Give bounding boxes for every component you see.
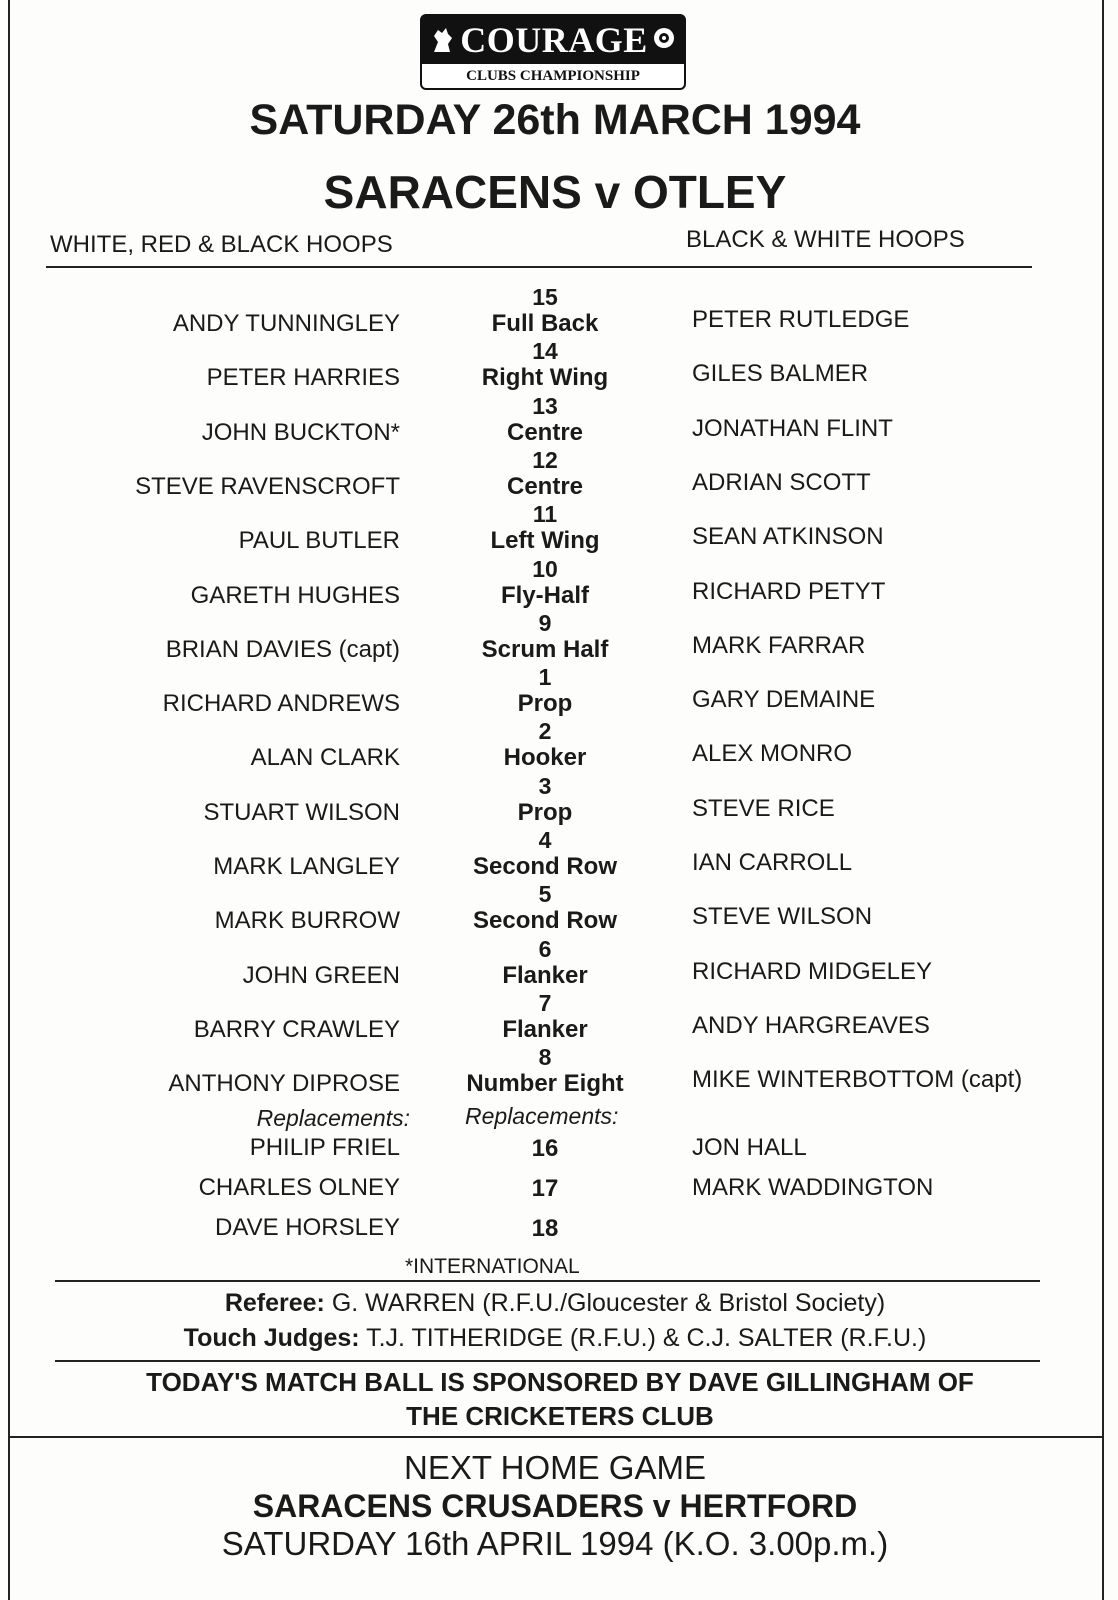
home-colours: WHITE, RED & BLACK HOOPS — [50, 231, 393, 258]
home-player: JOHN GREEN — [242, 961, 400, 989]
lineup-row — [0, 447, 1110, 501]
lineup-row — [0, 881, 1110, 935]
position-name: Flanker — [502, 1015, 588, 1043]
courage-logo — [420, 14, 686, 90]
away-player: GARY DEMAINE — [692, 686, 876, 714]
away-player: PETER RUTLEDGE — [692, 306, 910, 333]
replacement-row — [0, 1134, 1110, 1174]
position-name: Number Eight — [466, 1070, 624, 1098]
position-name: Right Wing — [481, 364, 609, 392]
lineup-row — [0, 393, 1110, 447]
replacement-number: 17 — [531, 1175, 559, 1202]
shirt-number: 14 — [532, 338, 558, 365]
shirt-number: 12 — [532, 446, 558, 473]
position-name: Flanker — [502, 961, 588, 989]
logo-subtitle: CLUBS CHAMPIONSHIP — [466, 68, 640, 84]
away-replacement: JON HALL — [692, 1134, 807, 1161]
lineup-row — [0, 338, 1110, 392]
next-game-date: SATURDAY 16th APRIL 1994 (K.O. 3.00p.m.) — [221, 1525, 889, 1562]
shirt-number: 15 — [532, 284, 558, 310]
position-name: Prop — [517, 690, 573, 718]
shirt-number: 8 — [538, 1044, 552, 1071]
away-player: ANDY HARGREAVES — [692, 1011, 930, 1039]
away-player: ALEX MONRO — [692, 740, 853, 768]
away-player: STEVE WILSON — [692, 903, 873, 931]
home-player: ANDY TUNNINGLEY — [172, 310, 400, 337]
home-player: STEVE RAVENSCROFT — [135, 472, 400, 500]
home-player: RICHARD ANDREWS — [162, 690, 400, 718]
home-player: JOHN BUCKTON* — [201, 418, 400, 446]
away-player: RICHARD PETYT — [692, 577, 886, 605]
home-replacements-label: Replacements: — [256, 1105, 410, 1131]
position-name: Scrum Half — [481, 635, 609, 663]
home-replacement: PHILIP FRIEL — [249, 1134, 400, 1161]
referee-line — [0, 1287, 1110, 1319]
match-title: SARACENS v OTLEY — [323, 166, 787, 218]
home-player: STUART WILSON — [203, 798, 400, 826]
shirt-number: 10 — [532, 555, 558, 582]
shirt-number: 5 — [538, 881, 552, 908]
position-name: Left Wing — [490, 527, 600, 555]
away-player: MARK FARRAR — [692, 631, 866, 659]
away-player: STEVE RICE — [692, 794, 835, 822]
lineup-row — [0, 664, 1110, 718]
home-player: PETER HARRIES — [206, 364, 400, 392]
lineup-row — [0, 1044, 1110, 1098]
divider — [46, 266, 1032, 268]
logo-brand: COURAGE — [460, 20, 648, 60]
home-replacement: CHARLES OLNEY — [198, 1174, 400, 1201]
home-player: BRIAN DAVIES (capt) — [165, 635, 400, 663]
home-player: BARRY CRAWLEY — [193, 1015, 400, 1043]
next-game-fixture: SARACENS CRUSADERS v HERTFORD — [252, 1488, 858, 1524]
replacement-row — [0, 1174, 1110, 1214]
position-name: Centre — [506, 418, 584, 446]
position-name: Hooker — [503, 744, 587, 772]
home-player: ANTHONY DIPROSE — [168, 1070, 400, 1098]
away-player: IAN CARROLL — [692, 849, 853, 876]
replacement-row — [0, 1214, 1110, 1254]
position-name: Prop — [517, 798, 573, 826]
sponsor-line-1: TODAY'S MATCH BALL IS SPONSORED BY DAVE GILLINGHAM OF — [146, 1367, 974, 1397]
shirt-number: 13 — [532, 392, 558, 419]
lineup-row — [0, 556, 1110, 610]
away-player: JONATHAN FLINT — [692, 414, 893, 442]
home-player: PAUL BUTLER — [238, 527, 400, 555]
touch-judges-label: Touch Judges: — [183, 1324, 360, 1352]
cockerel-icon — [428, 24, 456, 56]
divider — [55, 1360, 1040, 1362]
position-name: Centre — [506, 472, 584, 500]
position-name: Full Back — [491, 310, 599, 337]
away-colours: BLACK & WHITE HOOPS — [686, 226, 965, 253]
replacements-label: Replacements: — [465, 1103, 619, 1129]
replacement-number: 16 — [531, 1135, 559, 1162]
shirt-number: 2 — [538, 718, 552, 745]
shirt-number: 6 — [538, 935, 552, 962]
sponsor-line-2: THE CRICKETERS CLUB — [406, 1401, 714, 1431]
away-player: MIKE WINTERBOTTOM (capt) — [692, 1066, 1023, 1094]
away-player: RICHARD MIDGELEY — [692, 957, 933, 985]
shirt-number: 3 — [538, 772, 552, 799]
away-player: ADRIAN SCOTT — [692, 468, 871, 496]
shirt-number: 7 — [538, 989, 552, 1016]
lineup-row — [0, 610, 1110, 664]
home-player: GARETH HUGHES — [190, 581, 400, 609]
home-player: ALAN CLARK — [250, 744, 400, 772]
position-name: Second Row — [472, 853, 617, 880]
home-replacement: DAVE HORSLEY — [215, 1214, 400, 1241]
match-date: SATURDAY 26th MARCH 1994 — [249, 96, 861, 144]
next-game-heading: NEXT HOME GAME — [404, 1449, 706, 1486]
lineup-row — [0, 718, 1110, 772]
replacement-number: 18 — [531, 1215, 559, 1242]
referee-label: Referee: — [224, 1289, 325, 1317]
away-player: SEAN ATKINSON — [692, 523, 884, 551]
home-player: MARK LANGLEY — [213, 853, 400, 880]
position-name: Fly-Half — [500, 581, 589, 609]
lineup-row — [0, 936, 1110, 990]
international-footnote: *INTERNATIONAL — [405, 1255, 580, 1278]
touch-judges-line — [0, 1322, 1110, 1354]
shirt-number: 4 — [538, 827, 552, 853]
home-player: MARK BURROW — [214, 907, 400, 935]
referee-name: G. WARREN (R.F.U./Gloucester & Bristol Society) — [331, 1289, 886, 1317]
shirt-number: 9 — [538, 609, 552, 636]
divider — [8, 1436, 1104, 1438]
position-name: Second Row — [472, 907, 617, 935]
lineup-row — [0, 284, 1110, 338]
rose-emblem-icon — [650, 24, 678, 56]
divider — [55, 1280, 1040, 1282]
lineup-row — [0, 990, 1110, 1044]
away-player: GILES BALMER — [692, 360, 869, 388]
lineup-row — [0, 827, 1110, 881]
touch-judges-names: T.J. TITHERIDGE (R.F.U.) & C.J. SALTER (R.F.U.) — [366, 1324, 927, 1352]
shirt-number: 11 — [532, 501, 558, 528]
lineup-row — [0, 773, 1110, 827]
shirt-number: 1 — [538, 664, 552, 691]
lineup-row — [0, 501, 1110, 555]
away-replacement: MARK WADDINGTON — [692, 1174, 934, 1201]
